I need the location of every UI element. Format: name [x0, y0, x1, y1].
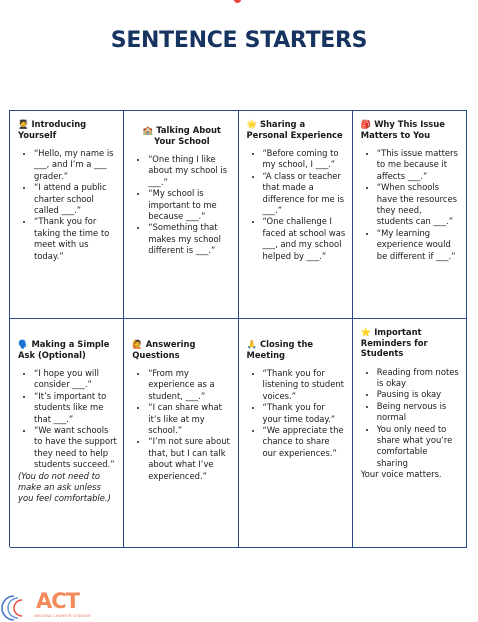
- list-item: • “One thing I like about my school is ___.”: [148, 154, 231, 188]
- student-icon: 🧑‍🎓: [18, 119, 29, 129]
- starter-list: [132, 368, 231, 482]
- card-title: [132, 339, 231, 360]
- list-item: • “Hello, my name is ___, and I’m a ___ grader.”: [34, 148, 117, 182]
- sentence-starter-grid: [9, 110, 467, 547]
- list-item: • “Thank you for listening to student voices.”: [263, 368, 346, 402]
- list-item: • “We appreciate the chance to share our experiences.”: [263, 425, 346, 459]
- card-title: [361, 119, 460, 140]
- list-item: • “Thank you for your time today.”: [263, 402, 346, 425]
- card-title-text: Sharing a Personal Experience: [246, 119, 343, 140]
- card-title: [132, 125, 231, 146]
- starter-list: [132, 154, 231, 257]
- card-title-text: Introducing Yourself: [18, 119, 87, 140]
- list-item: • “From my experience as a student, ___.”: [148, 368, 231, 402]
- starter-list: [361, 148, 460, 262]
- card-title: [18, 119, 117, 140]
- sparkle-star-icon: 🌟: [246, 119, 257, 129]
- list-item: • Being nervous is normal: [377, 401, 460, 424]
- list-item: • “My learning experience would be different if ___.”: [377, 228, 460, 262]
- list-item: • “A class or teacher that made a difference for me is ___.”: [263, 171, 346, 217]
- list-item: • “Thank you for taking the time to meet with us today.”: [34, 216, 117, 262]
- list-item: • You only need to share what you’re comfortable sharing: [377, 424, 460, 470]
- list-item: • “Something that makes my school different is ___.”: [148, 222, 231, 256]
- list-item: • Pausing is okay: [377, 389, 460, 400]
- card-title-text: Making a Simple Ask (Optional): [18, 339, 110, 360]
- list-item: • “One challenge I faced at school was ___, and my school helped by ___.”: [263, 216, 346, 262]
- card-title-text: Why This Issue Matters to You: [360, 119, 445, 140]
- reminder-footer: Your voice matters.: [360, 469, 442, 480]
- raised-hand-icon: 🙋: [132, 339, 143, 349]
- starter-list: [18, 148, 117, 262]
- list-item: • “My school is important to me because ___.”: [148, 188, 231, 222]
- speaking-head-icon: 🗣️: [18, 339, 29, 349]
- card-title-text: Talking About Your School: [154, 125, 221, 146]
- list-item: • “I can share what it’s like at my school.”: [148, 402, 231, 436]
- starter-list: [247, 368, 346, 459]
- card-talking-about-your-school: [124, 111, 238, 319]
- school-icon: 🏫: [142, 125, 154, 135]
- logo-text: ACT: [36, 589, 79, 613]
- list-item: • “I’m not sure about that, but I can talk about what I’ve experienced.”: [148, 436, 231, 482]
- list-item: • “We want schools to have the support they need to help students succeed.”: [34, 425, 117, 471]
- folded-hands-icon: 🙏: [246, 339, 257, 349]
- list-item: • “It’s important to students like me that ___.”: [34, 391, 117, 425]
- list-item: • “This issue matters to me because it affects ___.”: [377, 148, 460, 182]
- list-item: • “When schools have the resources they need, students can ___.”: [377, 182, 460, 228]
- card-sharing-personal-experience: [239, 111, 353, 319]
- card-title-text: Important Reminders for Students: [360, 327, 428, 358]
- card-title: [361, 327, 460, 359]
- card-introducing-yourself: [10, 111, 124, 319]
- card-title: [18, 339, 117, 360]
- card-important-reminders: [353, 319, 467, 548]
- page-title: SENTENCE STARTERS: [110, 28, 368, 53]
- starter-list: [247, 148, 346, 262]
- star-icon: ⭐: [360, 327, 372, 337]
- card-answering-questions: [124, 319, 238, 548]
- optional-note: (You do not need to make an ask unless you feel comfortable.): [18, 470, 111, 503]
- list-item: • “I hope you will consider ___.”: [34, 368, 117, 391]
- card-title-text: Closing the Meeting: [246, 339, 314, 360]
- logo-subtitle: ARIZONA CHARTER STUDENT: [34, 614, 92, 618]
- card-why-this-issue-matters: [353, 111, 467, 319]
- card-title: [247, 339, 346, 360]
- starter-list: [18, 368, 117, 471]
- list-item: • Reading from notes is okay: [377, 367, 460, 390]
- card-making-a-simple-ask: [10, 319, 124, 548]
- list-item: • “I attend a public charter school called ___.”: [34, 182, 117, 216]
- card-title-text: Answering Questions: [132, 339, 196, 360]
- card-title: [247, 119, 346, 140]
- card-closing-the-meeting: [239, 319, 353, 548]
- starter-list: [361, 367, 460, 470]
- top-red-mark: [234, 0, 241, 3]
- list-item: • “Before coming to my school, I ___.”: [263, 148, 346, 171]
- backpack-icon: 🎒: [360, 119, 372, 129]
